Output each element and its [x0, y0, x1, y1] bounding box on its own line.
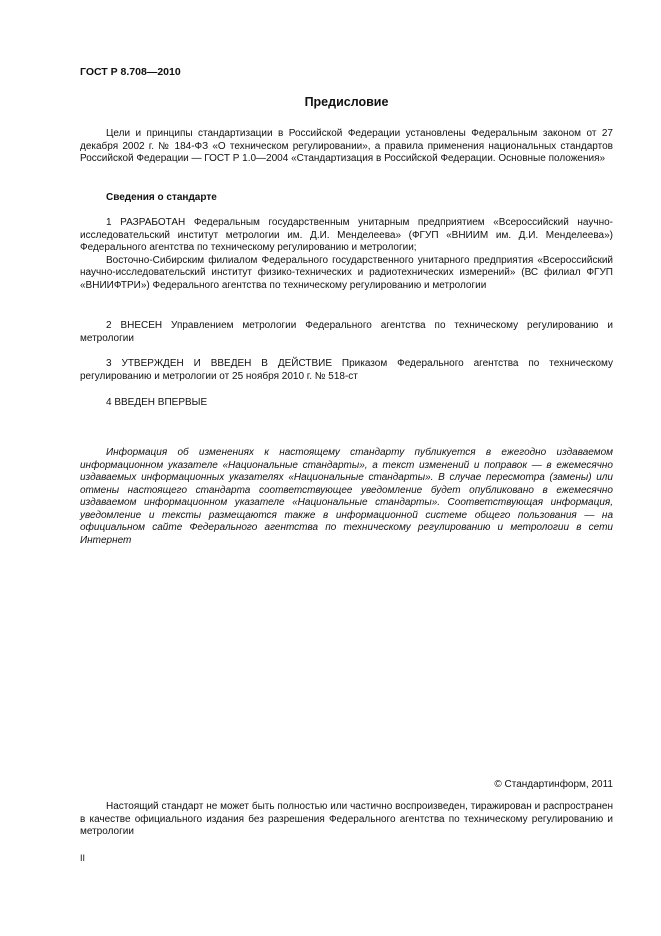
reproduction-notice [80, 801, 613, 839]
section-heading-block [80, 192, 613, 205]
info-notice [80, 447, 613, 547]
item-approved-text: 3 УТВЕРЖДЕН И ВВЕДЕН В ДЕЙСТВИЕ Приказом Федерального агентства по техническому регулированию и метрологии от 25 ноября 2010 г. № 518-ст [80, 358, 613, 382]
reproduction-notice-text: Настоящий стандарт не может быть полностью или частично воспроизведен, тиражирован и распространен в качестве официального издания без разрешения Федерального агентства по техническому регулированию и метрологии [80, 801, 613, 837]
item-first-text: 4 ВВЕДЕН ВПЕРВЫЕ [106, 397, 208, 408]
info-notice-text: Информация об изменениях к настоящему стандарту публикуется в ежегодно издаваемом информационном указателе «Национальные стандарты», а текст изменений и поправок — в ежемесячно издаваемых информационных указателях «Национальные стандарты». В случае пересмотра (замены) или отмены настоящего стандарта соответствующее уведомление будет опубликовано в ежемесячно издаваемом информационном указателе «Национальные стандарты». Соответствующая информация, уведомление и тексты размещаются также в информационной системе общего пользования — на официальном сайте Федерального агентства по техническому регулированию и метрологии в сети Интернет [80, 447, 613, 546]
intro-paragraph [80, 128, 613, 166]
intro-text: Цели и принципы стандартизации в Российской Федерации установлены Федеральным законом от 27 декабря 2002 г. № 184-ФЗ «О техническом регулировании», а правила применения национальных стандартов Российской Федерации — ГОСТ Р 1.0—2004 «Стандартизация в Российской Федерации. Основные положения» [80, 128, 613, 164]
item-developed [80, 217, 613, 292]
item-introduced-text: 2 ВНЕСЕН Управлением метрологии Федерального агентства по техническому регулированию и метрологии [80, 320, 613, 344]
item-developed-2: Восточно-Сибирским филиалом Федерального государственного унитарного предприятия «Всероссийский научно-исследовательский институт физико-технических и радиотехнических измерений» (ВС филиал ФГУП «ВНИИФТРИ») Федерального агентства по техническому регулированию и метрологии [80, 254, 613, 291]
item-introduced [80, 320, 613, 345]
page-title: Предисловие [304, 95, 389, 109]
document-number: ГОСТ Р 8.708—2010 [80, 66, 181, 78]
item-first [80, 397, 613, 410]
item-approved [80, 358, 613, 383]
page-number: II [80, 853, 86, 863]
copyright: © Стандартинформ, 2011 [494, 779, 613, 790]
section-heading: Сведения о стандарте [106, 192, 217, 203]
item-developed-1: 1 РАЗРАБОТАН Федеральным государственным унитарным предприятием «Всероссийский научно-исследовательский институт метрологии им. Д.И. Менделеева» (ФГУП «ВНИИМ им. Д.И. Менделеева») Федерального агентства по техническому регулированию и метрологии; [80, 217, 613, 253]
